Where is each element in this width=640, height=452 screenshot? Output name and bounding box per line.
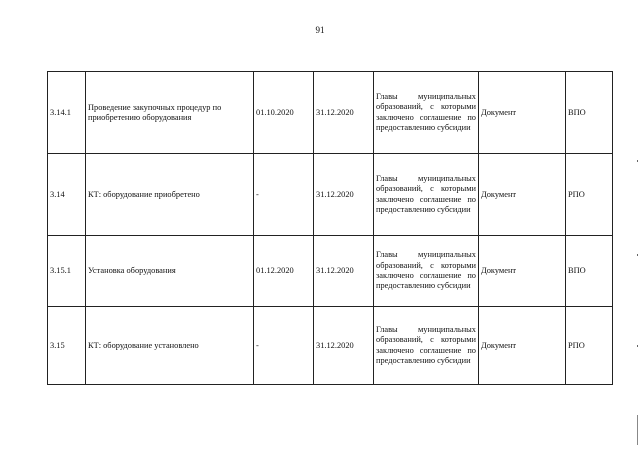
responsible-text: Главы муниципальных образований, с которыми заключено соглашение по предоставлению субсидии	[376, 91, 476, 132]
document-type: Документ	[479, 72, 566, 154]
scan-mark	[637, 345, 638, 347]
task-name: КТ: оборудование установлено	[86, 307, 254, 385]
start-date: -	[254, 307, 314, 385]
row-number: 3.14.1	[48, 72, 86, 154]
end-date: 31.12.2020	[314, 72, 374, 154]
row-number: 3.15.1	[48, 236, 86, 307]
scan-mark	[637, 160, 638, 162]
responsible	[374, 72, 479, 154]
task-name: Установка оборудования	[86, 236, 254, 307]
responsible	[374, 154, 479, 236]
document-type: Документ	[479, 236, 566, 307]
row-number: 3.14	[48, 154, 86, 236]
scan-mark	[637, 254, 638, 256]
task-name: КТ: оборудование приобретено	[86, 154, 254, 236]
table-row	[48, 154, 613, 236]
end-date: 31.12.2020	[314, 236, 374, 307]
responsible-text: Главы муниципальных образований, с которыми заключено соглашение по предоставлению субсидии	[376, 173, 476, 214]
responsible	[374, 307, 479, 385]
start-date: 01.12.2020	[254, 236, 314, 307]
document-type: Документ	[479, 307, 566, 385]
row-number: 3.15	[48, 307, 86, 385]
control-level: РПО	[566, 154, 613, 236]
responsible-text: Главы муниципальных образований, с которыми заключено соглашение по предоставлению субсидии	[376, 324, 476, 365]
table-row	[48, 72, 613, 154]
end-date: 31.12.2020	[314, 307, 374, 385]
scan-mark	[637, 415, 638, 445]
control-level: РПО	[566, 307, 613, 385]
table-row	[48, 307, 613, 385]
control-level: ВПО	[566, 72, 613, 154]
control-level: ВПО	[566, 236, 613, 307]
responsible-text: Главы муниципальных образований, с которыми заключено соглашение по предоставлению субсидии	[376, 250, 476, 291]
table-row	[48, 236, 613, 307]
responsible	[374, 236, 479, 307]
task-name: Проведение закупочных процедур по приобретению оборудования	[86, 72, 254, 154]
document-type: Документ	[479, 154, 566, 236]
start-date: -	[254, 154, 314, 236]
page-number: 91	[315, 25, 325, 35]
plan-table	[47, 71, 613, 385]
end-date: 31.12.2020	[314, 154, 374, 236]
start-date: 01.10.2020	[254, 72, 314, 154]
